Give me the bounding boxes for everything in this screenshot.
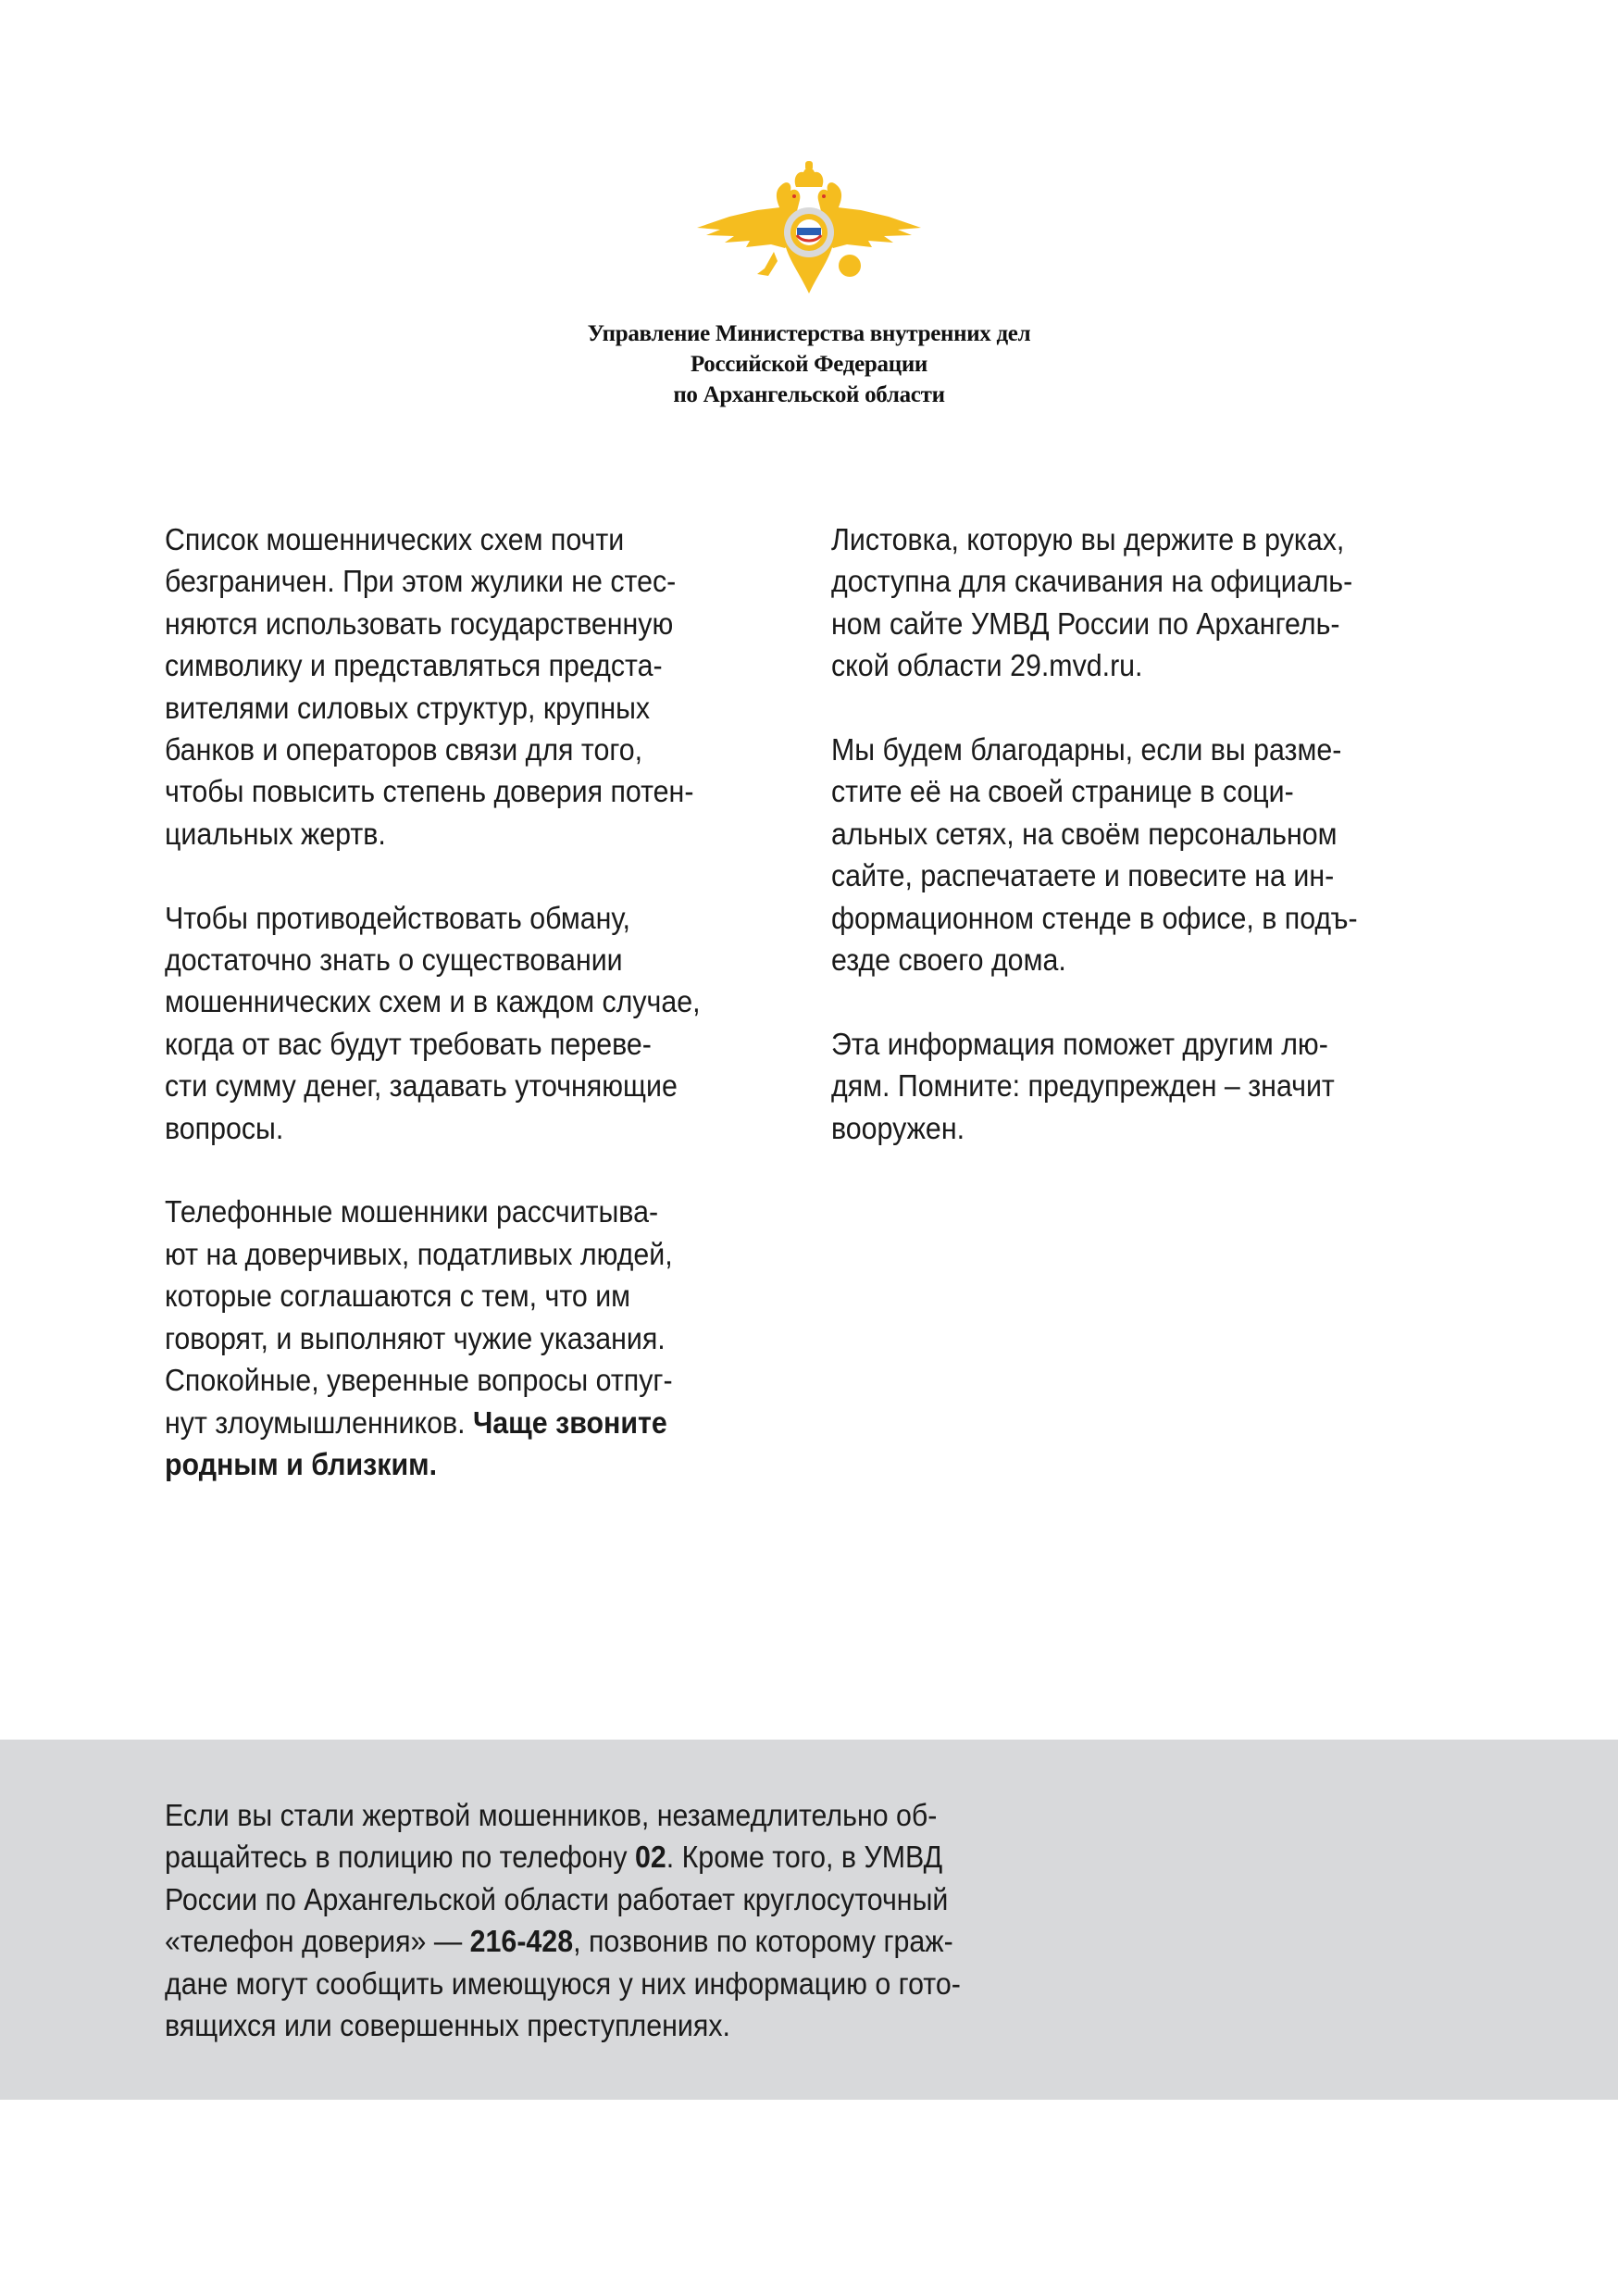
text-line: Если вы стали жертвой мошенников, незамедлительно об-: [165, 1798, 938, 1832]
text-line: вопросы.: [165, 1110, 284, 1145]
text-line: символику и представляться предста-: [165, 648, 663, 683]
text-line: говорят, и выполняют чужие указания.: [165, 1320, 666, 1355]
text-line: вооружен.: [831, 1110, 965, 1145]
text-fragment: нут злоумышленников.: [165, 1404, 473, 1440]
text-line: стите её на своей странице в соци-: [831, 774, 1294, 809]
text-line: циальных жертв.: [165, 816, 386, 851]
text-fragment: . Кроме того, в УМВД: [666, 1840, 943, 1875]
text-line: Список мошеннических схем почти: [165, 522, 625, 556]
text-line: [165, 1836, 1101, 1878]
org-line: Управление Министерства внутренних дел: [587, 321, 1031, 346]
text-line: ном сайте УМВД России по Архангель-: [831, 605, 1340, 641]
text-line: Листовка, которую вы держите в руках,: [831, 522, 1345, 556]
text-line: Чтобы противодействовать обману,: [165, 900, 630, 935]
right-column: [831, 518, 1479, 1191]
text-line: банков и операторов связи для того,: [165, 732, 643, 767]
text-line: доступна для скачивания на официаль-: [831, 564, 1353, 599]
text-line: дям. Помните: предупрежден – значит: [831, 1068, 1335, 1104]
paragraph-countermeasures: [165, 897, 813, 1149]
text-line: Эта информация поможет другим лю-: [831, 1026, 1328, 1061]
text-line: [165, 1402, 761, 1443]
text-line: Спокойные, уверенные вопросы отпуг-: [165, 1363, 673, 1398]
text-line: которые соглашаются с тем, что им: [165, 1279, 631, 1314]
text-line: ют на доверчивых, податливых людей,: [165, 1236, 673, 1271]
police-phone-number: 02: [634, 1840, 666, 1875]
text-line: Мы будем благодарны, если вы разме-: [831, 732, 1342, 767]
text-fragment: «телефон доверия» —: [165, 1924, 470, 1959]
text-line: альных сетях, на своём персональном: [831, 816, 1338, 851]
org-line: по Архангельской области: [673, 382, 945, 407]
text-line: чтобы повысить степень доверия потен-: [165, 774, 694, 809]
emphasis-call-relatives: Чаще звоните: [472, 1404, 667, 1440]
trust-phone-number: 216-428: [469, 1924, 574, 1959]
text-line: мошеннических схем и в каждом случае,: [165, 984, 701, 1019]
left-column: [165, 518, 813, 1528]
paragraph-leaflet: [831, 518, 1479, 687]
text-line: дане могут сообщить имеющуюся у них информацию о гото-: [165, 1965, 961, 2001]
text-line: няются использовать государственную: [165, 605, 674, 641]
text-line: вителями силовых структур, крупных: [165, 690, 651, 725]
paragraph-share: [831, 729, 1479, 980]
organization-title: [531, 318, 1087, 410]
text-line: вящихся или совершенных преступлениях.: [165, 2008, 730, 2043]
text-line: езде своего дома.: [831, 942, 1066, 978]
text-fragment: ращайтесь в полицию по телефону: [165, 1840, 635, 1875]
text-line: когда от вас будут требовать переве-: [165, 1026, 652, 1061]
text-line: сайте, распечатаете и повесите на ин-: [831, 858, 1335, 893]
paragraph-schemes: [165, 518, 813, 855]
text-fragment: , позвонив по которому граж-: [573, 1924, 953, 1959]
text-line: сти сумму денег, задавать уточняющие: [165, 1068, 678, 1104]
text-line: безграничен. При этом жулики не стес-: [165, 564, 677, 599]
paragraph-forewarned: [831, 1023, 1479, 1149]
emphasis-call-relatives-cont: родным и близким.: [165, 1446, 438, 1481]
text-line: формационном стенде в офисе, в подъ-: [831, 900, 1358, 935]
org-line: Российской Федерации: [690, 352, 928, 377]
text-line: достаточно знать о существовании: [165, 942, 623, 978]
paragraph-phone-fraud: [165, 1191, 813, 1485]
footer-contact-info: [165, 1794, 1183, 2046]
text-line: [165, 1920, 1101, 1962]
text-line: Телефонные мошенники рассчитыва-: [165, 1194, 659, 1229]
mvd-emblem-icon: [692, 159, 926, 298]
text-line: ской области 29.mvd.ru.: [831, 648, 1143, 683]
text-line: России по Архангельской области работает круглосуточный: [165, 1881, 949, 1916]
